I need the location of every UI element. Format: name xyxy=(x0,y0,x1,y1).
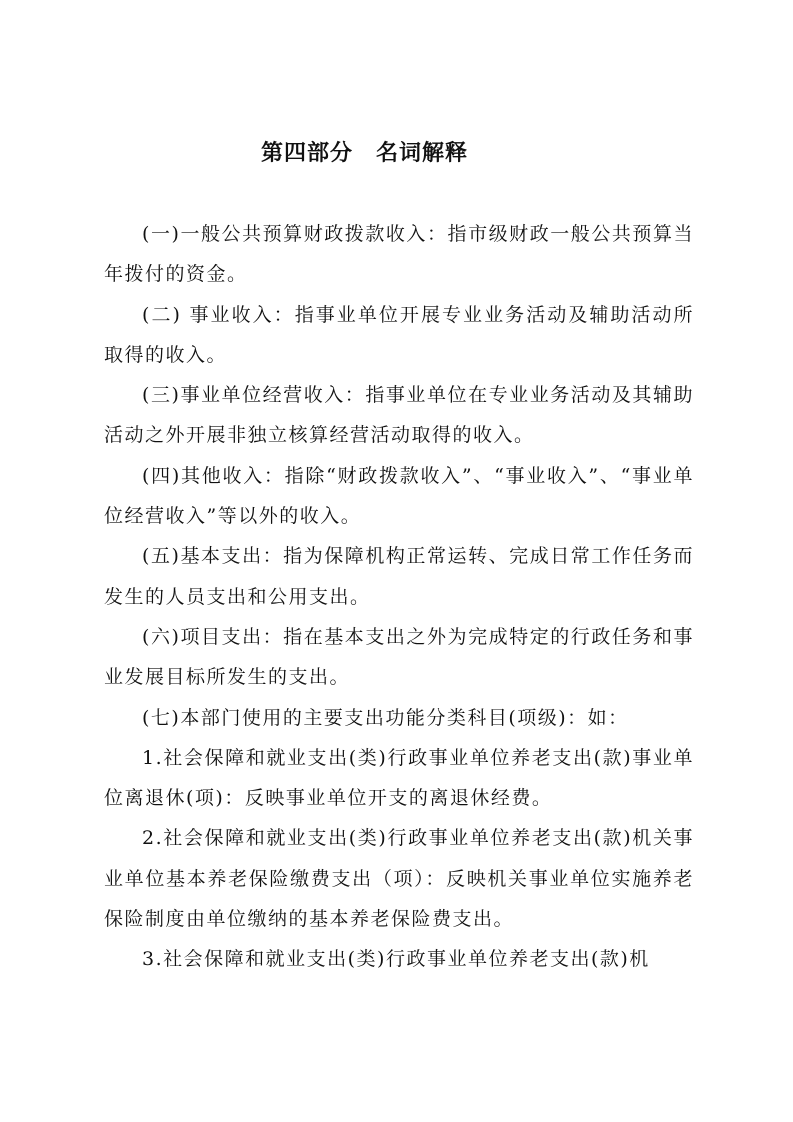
page-title: 第四部分 名词解释 xyxy=(260,141,468,166)
paragraph-7: (七)本部门使用的主要支出功能分类科目(项级)：如： xyxy=(142,706,629,729)
paragraph-9: 2.社会保障和就业支出(类)行政事业单位养老支出(款)机关事业单位基本养老保险缴费支出（项）：反映机关事业单位实施养老保险制度由单位缴纳的基本养老保险费支出。 xyxy=(104,827,694,931)
paragraph-5: (五)基本支出：指为保障机构正常运转、完成日常工作任务而发生的人员支出和公用支出。 xyxy=(104,545,694,608)
paragraph-3: (三)事业单位经营收入：指事业单位在专业业务活动及其辅助活动之外开展非独立核算经营活动取得的收入。 xyxy=(104,384,694,447)
paragraph-10: 3.社会保障和就业支出(类)行政事业单位养老支出(款)机 xyxy=(142,948,650,971)
document-body xyxy=(104,214,694,980)
paragraph-6: (六)项目支出：指在基本支出之外为完成特定的行政任务和事业发展目标所发生的支出。 xyxy=(104,625,694,689)
paragraph-2: (二) 事业收入：指事业单位开展专业业务活动及辅助活动所取得的收入。 xyxy=(104,303,694,366)
paragraph-1: (一)一般公共预算财政拨款收入：指市级财政一般公共预算当年拨付的资金。 xyxy=(104,223,694,286)
paragraph-4: (四)其他收入：指除“财政拨款收入”、“事业收入”、“事业单位经营收入”等以外的收入。 xyxy=(104,464,694,528)
paragraph-8: 1.社会保障和就业支出(类)行政事业单位养老支出(款)事业单位离退休(项)：反映事业单位开支的离退休经费。 xyxy=(104,746,694,810)
